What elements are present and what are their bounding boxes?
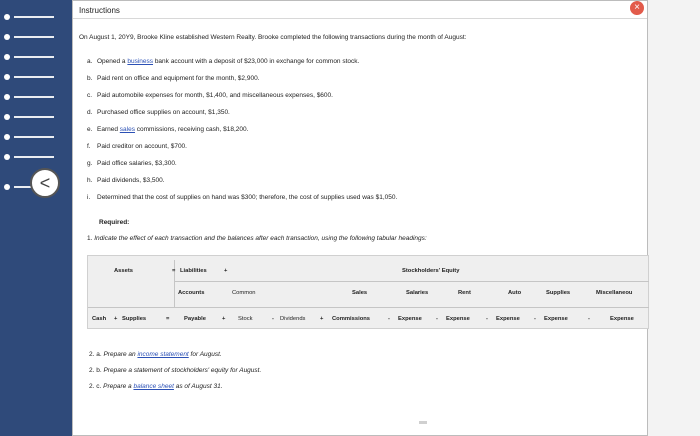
- miscellaneous-expense-bottom: Expense: [610, 316, 634, 322]
- requirement-number: 2. a.: [89, 351, 102, 358]
- close-button[interactable]: [630, 1, 644, 15]
- common-stock-top: Common: [232, 290, 256, 296]
- minus-sign: -: [272, 316, 274, 322]
- dialog-title: Instructions: [79, 6, 120, 15]
- item-letter: f.: [87, 143, 91, 150]
- item-text: Paid creditor on account, $700.: [97, 143, 187, 150]
- nav-dot[interactable]: [4, 14, 10, 20]
- nav-line: [14, 36, 54, 38]
- cash-header: Cash: [92, 316, 107, 322]
- list-item: [87, 126, 248, 133]
- glossary-link[interactable]: business: [127, 58, 154, 65]
- tabular-headings-table: [87, 255, 649, 329]
- rent-expense-bottom: Expense: [446, 316, 470, 322]
- nav-dot[interactable]: [4, 134, 10, 140]
- background-right: [648, 0, 700, 436]
- rent-expense-top: Rent: [458, 290, 471, 296]
- nav-dot[interactable]: [4, 184, 10, 190]
- item-text: Earned: [97, 126, 120, 133]
- item-letter: c.: [87, 92, 93, 99]
- auto-expense-bottom: Expense: [496, 316, 520, 322]
- item-text: Paid automobile expenses for month, $1,400, and miscellaneous expenses, $600.: [97, 92, 333, 99]
- requirement-2c: [89, 383, 223, 390]
- nav-line: [14, 16, 54, 18]
- item-letter: d.: [87, 109, 93, 116]
- minus-sign: -: [388, 316, 390, 322]
- item-text: Paid office salaries, $3,300.: [97, 160, 177, 167]
- list-item: [87, 92, 333, 99]
- nav-line: [14, 56, 54, 58]
- supplies-expense-bottom: Expense: [544, 316, 568, 322]
- item-text: commissions, receiving cash, $18,200.: [134, 126, 249, 133]
- nav-dot[interactable]: [4, 114, 10, 120]
- item-letter: e.: [87, 126, 93, 133]
- requirement-2a: [89, 351, 222, 358]
- close-icon: ×: [634, 2, 640, 13]
- liabilities-header: Liabilities: [180, 268, 207, 274]
- requirement-text: for August.: [188, 351, 222, 358]
- nav-line: [14, 116, 54, 118]
- list-item: [87, 58, 359, 65]
- requirement-text: Prepare a: [103, 383, 134, 390]
- nav-dot[interactable]: [4, 54, 10, 60]
- list-item: [87, 143, 187, 150]
- item-text: bank account with a deposit of $23,000 in exchange for common stock.: [153, 58, 360, 65]
- table-rule: [88, 307, 649, 308]
- item-text: Purchased office supplies on account, $1,350.: [97, 109, 230, 116]
- requirement-text: Prepare an: [103, 351, 138, 358]
- supplies-header: Supplies: [122, 316, 147, 322]
- plus-sign: +: [222, 316, 226, 322]
- divider: [73, 18, 647, 19]
- supplies-expense-top: Supplies: [546, 290, 571, 296]
- problem-intro: On August 1, 20Y9, Brooke Kline established Western Realty. Brooke completed the following transactions during the month of August:: [79, 34, 467, 41]
- requirement-text: Indicate the effect of each transaction and the balances after each transaction, using the following tabular headings:: [94, 235, 427, 242]
- minus-sign: -: [534, 316, 536, 322]
- glossary-link[interactable]: income statement: [137, 351, 189, 358]
- nav-line: [14, 136, 54, 138]
- auto-expense-top: Auto: [508, 290, 522, 296]
- nav-line: [14, 76, 54, 78]
- list-item: [87, 160, 177, 167]
- common-stock-bottom: Stock: [238, 316, 253, 322]
- plus-sign: +: [224, 268, 228, 274]
- item-letter: b.: [87, 75, 93, 82]
- dividends-header: Dividends: [280, 316, 306, 322]
- requirement-2b: [89, 367, 261, 374]
- salaries-expense-bottom: Expense: [398, 316, 422, 322]
- sales-commissions-top: Sales: [352, 290, 368, 296]
- sales-commissions-bottom: Commissions: [332, 316, 371, 322]
- item-letter: h.: [87, 177, 93, 184]
- accounts-payable-bottom: Payable: [184, 316, 206, 322]
- table-rule: [174, 281, 649, 282]
- chevron-left-icon: <: [39, 172, 51, 193]
- nav-line: [14, 156, 54, 158]
- item-text: Paid rent on office and equipment for the month, $2,900.: [97, 75, 260, 82]
- minus-sign: -: [486, 316, 488, 322]
- item-text: Opened a: [97, 58, 128, 65]
- assets-header: Assets: [114, 268, 134, 274]
- nav-line: [14, 96, 54, 98]
- scroll-handle[interactable]: [419, 421, 427, 424]
- list-item: [87, 75, 260, 82]
- glossary-link[interactable]: balance sheet: [133, 383, 174, 390]
- nav-dot[interactable]: [4, 94, 10, 100]
- minus-sign: -: [436, 316, 438, 322]
- list-item: [87, 194, 397, 201]
- required-heading: Required:: [99, 219, 130, 226]
- nav-dot[interactable]: [4, 34, 10, 40]
- nav-dot[interactable]: [4, 74, 10, 80]
- plus-sign: +: [320, 316, 324, 322]
- item-letter: a.: [87, 58, 93, 65]
- back-button[interactable]: [30, 168, 60, 198]
- plus-sign: +: [114, 316, 118, 322]
- stockholders-equity-header: Stockholders' Equity: [402, 268, 460, 274]
- item-letter: g.: [87, 160, 93, 167]
- item-letter: i.: [87, 194, 91, 201]
- accounts-payable-top: Accounts: [178, 290, 205, 296]
- requirement-text: Prepare a statement of stockholders' equity for August.: [103, 367, 262, 374]
- list-item: [87, 109, 230, 116]
- list-item: [87, 177, 165, 184]
- instructions-dialog: [72, 0, 648, 436]
- left-nav-strip: [0, 0, 72, 436]
- requirement-number: 1.: [87, 235, 93, 242]
- requirement-text: as of August 31.: [173, 383, 223, 390]
- glossary-link[interactable]: sales: [119, 126, 135, 133]
- requirement-number: 2. c.: [89, 383, 102, 390]
- equals-sign: =: [172, 268, 176, 274]
- requirement-number: 2. b.: [89, 367, 102, 374]
- item-text: Paid dividends, $3,500.: [97, 177, 165, 184]
- requirement-1: [87, 235, 427, 242]
- miscellaneous-expense-top: Miscellaneou: [596, 290, 633, 296]
- item-text: Determined that the cost of supplies on hand was $300; therefore, the cost of supplies used was $1,050.: [97, 194, 398, 201]
- salaries-expense-top: Salaries: [406, 290, 429, 296]
- nav-dot[interactable]: [4, 154, 10, 160]
- minus-sign: -: [588, 316, 590, 322]
- equals-sign: =: [166, 316, 170, 322]
